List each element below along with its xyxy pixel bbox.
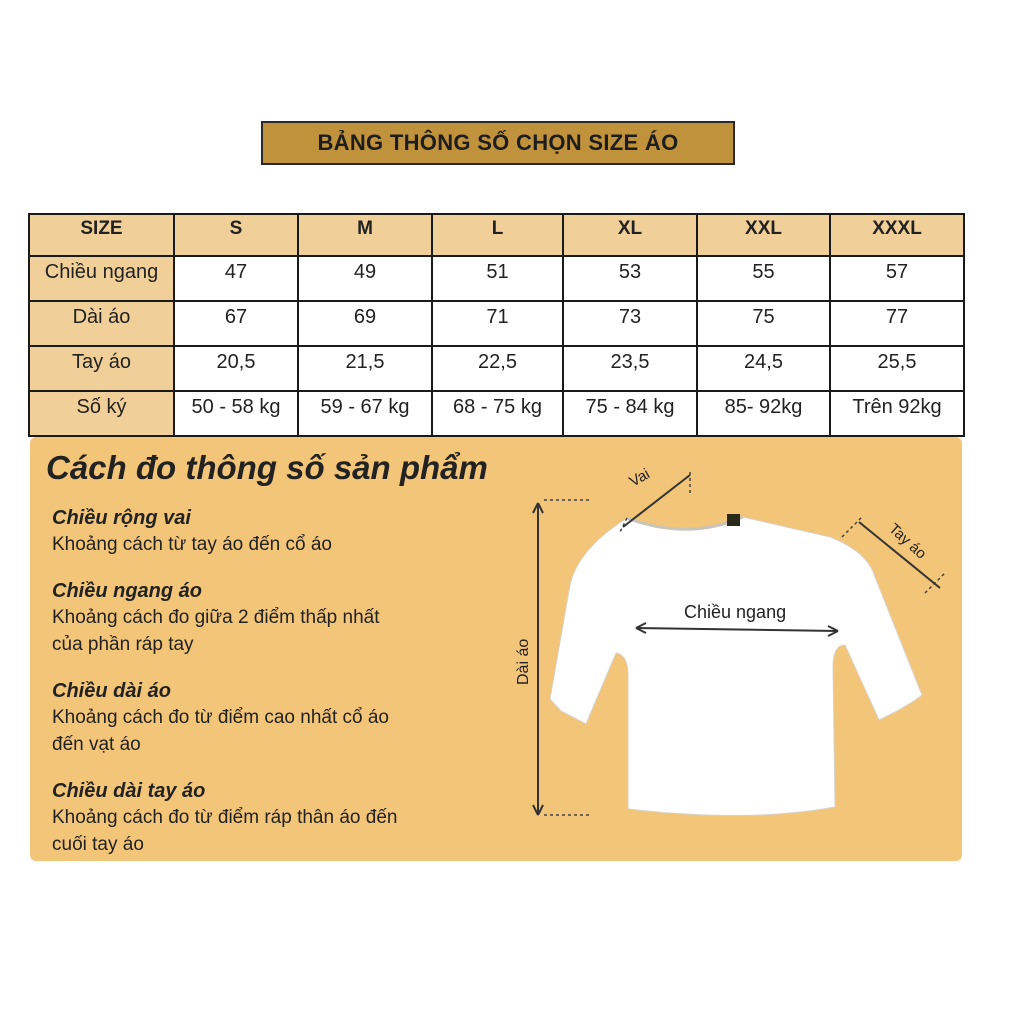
table-cell: 24,5 [697, 346, 830, 391]
shoulder-label: Vai [626, 465, 653, 491]
header-cell-s: S [174, 214, 298, 256]
guide-item-heading: Chiều ngang áo [52, 580, 202, 602]
guide-item-heading: Chiều dài tay áo [52, 780, 206, 802]
tshirt-shape [550, 517, 922, 816]
table-cell: 23,5 [563, 346, 697, 391]
row-label: Chiều ngang [29, 256, 174, 301]
header-cell-m: M [298, 214, 432, 256]
table-cell: 25,5 [830, 346, 964, 391]
table-row-chieu-ngang [29, 256, 964, 301]
header-cell-size: SIZE [29, 214, 174, 256]
table-row-so-ky [29, 391, 964, 436]
guide-item-description: Khoảng cách đo từ điểm ráp thân áo đến cuối tay áo [52, 807, 398, 855]
row-label: Dài áo [29, 301, 174, 346]
length-label: Dài áo [515, 638, 532, 685]
guide-item-heading: Chiều dài áo [52, 680, 171, 702]
table-cell: 67 [174, 301, 298, 346]
header-cell-xxxl: XXXL [830, 214, 964, 256]
table-cell: 20,5 [174, 346, 298, 391]
row-label: Tay áo [29, 346, 174, 391]
table-cell: 68 - 75 kg [432, 391, 563, 436]
table-header-row [29, 214, 964, 256]
sleeve-label: Tay áo [885, 520, 930, 563]
table-cell: 22,5 [432, 346, 563, 391]
table-cell: 51 [432, 256, 563, 301]
guide-title: Cách đo thông số sản phẩm [46, 449, 488, 486]
sleeve-dash-top [842, 517, 862, 537]
table-cell: 85- 92kg [697, 391, 830, 436]
table-row-tay-ao [29, 346, 964, 391]
table-cell: Trên 92kg [830, 391, 964, 436]
row-label: Số ký [29, 391, 174, 436]
table-cell: 57 [830, 256, 964, 301]
table-cell: 77 [830, 301, 964, 346]
header-cell-l: L [432, 214, 563, 256]
guide-item-description: Khoảng cách từ tay áo đến cổ áo [52, 534, 332, 555]
size-chart-title: BẢNG THÔNG SỐ CHỌN SIZE ÁO [317, 130, 679, 155]
table-cell: 55 [697, 256, 830, 301]
table-cell: 47 [174, 256, 298, 301]
measurement-guide-panel [30, 437, 962, 861]
guide-item-heading: Chiều rộng vai [52, 507, 191, 529]
guide-item-description: Khoảng cách đo giữa 2 điểm thấp nhất của phần ráp tay [52, 607, 380, 655]
header-cell-xxl: XXL [697, 214, 830, 256]
table-cell: 53 [563, 256, 697, 301]
tshirt-diagram [30, 437, 962, 861]
table-row-dai-ao [29, 301, 964, 346]
width-label: Chiều ngang [684, 602, 787, 622]
table-cell: 73 [563, 301, 697, 346]
table-cell: 49 [298, 256, 432, 301]
table-cell: 71 [432, 301, 563, 346]
size-table [28, 213, 965, 437]
table-cell: 69 [298, 301, 432, 346]
table-cell: 50 - 58 kg [174, 391, 298, 436]
size-chart-title-box [261, 121, 735, 165]
table-cell: 21,5 [298, 346, 432, 391]
tshirt-tag [727, 514, 740, 526]
table-cell: 75 - 84 kg [563, 391, 697, 436]
header-cell-xl: XL [563, 214, 697, 256]
table-cell: 59 - 67 kg [298, 391, 432, 436]
guide-item-description: Khoảng cách đo từ điểm cao nhất cổ áo đến vạt áo [52, 707, 389, 755]
table-cell: 75 [697, 301, 830, 346]
